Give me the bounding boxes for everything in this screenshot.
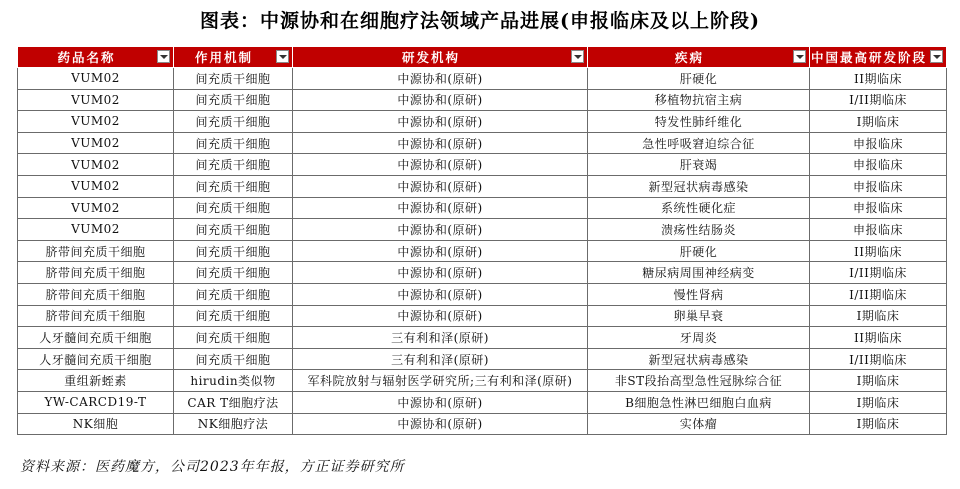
- cell-institution: 军科院放射与辐射医学研究所;三有利和泽(原研): [293, 370, 588, 392]
- cell-disease: 新型冠状病毒感染: [588, 175, 810, 197]
- column-header-label: 研发机构: [401, 50, 460, 65]
- table-row: [18, 154, 947, 176]
- cell-drug-name: VUM02: [18, 154, 174, 176]
- dropdown-filter-icon[interactable]: [793, 50, 806, 63]
- cell-mechanism: 间充质干细胞: [174, 262, 293, 284]
- table-row: [18, 370, 947, 392]
- cell-mechanism: 间充质干细胞: [174, 219, 293, 241]
- cell-stage: I期临床: [810, 370, 947, 392]
- cell-disease: B细胞急性淋巴细胞白血病: [588, 391, 810, 413]
- table-row: [18, 413, 947, 435]
- cell-drug-name: 人牙髓间充质干细胞: [18, 348, 174, 370]
- table-header-row: [18, 47, 947, 68]
- column-header-drug-name[interactable]: [18, 47, 174, 68]
- cell-disease: 溃疡性结肠炎: [588, 219, 810, 241]
- cell-stage: 申报临床: [810, 197, 947, 219]
- cell-mechanism: NK细胞疗法: [174, 413, 293, 435]
- table-row: [18, 391, 947, 413]
- cell-drug-name: VUM02: [18, 197, 174, 219]
- cell-drug-name: 人牙髓间充质干细胞: [18, 327, 174, 349]
- cell-institution: 中源协和(原研): [293, 154, 588, 176]
- cell-institution: 中源协和(原研): [293, 262, 588, 284]
- cell-institution: 中源协和(原研): [293, 68, 588, 90]
- cell-disease: 肝硬化: [588, 68, 810, 90]
- cell-drug-name: 脐带间充质干细胞: [18, 262, 174, 284]
- source-note: 资料来源：医药魔方，公司2023年年报，方正证券研究所: [20, 459, 405, 475]
- cell-disease: 急性呼吸窘迫综合征: [588, 132, 810, 154]
- cell-disease: 新型冠状病毒感染: [588, 348, 810, 370]
- cell-disease: 特发性肺纤维化: [588, 111, 810, 133]
- cell-drug-name: VUM02: [18, 219, 174, 241]
- cell-mechanism: 间充质干细胞: [174, 154, 293, 176]
- cell-institution: 中源协和(原研): [293, 197, 588, 219]
- page-title: 图表：中源协和在细胞疗法领域产品进展(申报临床及以上阶段): [200, 10, 760, 32]
- cell-drug-name: 脐带间充质干细胞: [18, 240, 174, 262]
- cell-drug-name: 脐带间充质干细胞: [18, 283, 174, 305]
- cell-institution: 三有利和泽(原研): [293, 327, 588, 349]
- cell-stage: II期临床: [810, 240, 947, 262]
- cell-stage: I/II期临床: [810, 262, 947, 284]
- cell-disease: 肝衰竭: [588, 154, 810, 176]
- cell-drug-name: 重组新蛭素: [18, 370, 174, 392]
- cell-mechanism: 间充质干细胞: [174, 89, 293, 111]
- column-header-label: 药品名称: [57, 50, 116, 65]
- cell-mechanism: 间充质干细胞: [174, 283, 293, 305]
- cell-drug-name: 脐带间充质干细胞: [18, 305, 174, 327]
- dropdown-filter-icon[interactable]: [157, 50, 170, 63]
- table-row: [18, 327, 947, 349]
- table-row: [18, 68, 947, 90]
- cell-disease: 肝硬化: [588, 240, 810, 262]
- cell-stage: I期临床: [810, 305, 947, 327]
- pipeline-table: [17, 46, 947, 435]
- cell-institution: 中源协和(原研): [293, 175, 588, 197]
- column-header-label: 疾病: [674, 50, 704, 65]
- column-header-label: 中国最高研发阶段: [810, 50, 927, 65]
- cell-drug-name: VUM02: [18, 111, 174, 133]
- cell-mechanism: 间充质干细胞: [174, 132, 293, 154]
- cell-institution: 中源协和(原研): [293, 305, 588, 327]
- table-row: [18, 175, 947, 197]
- cell-disease: 非ST段抬高型急性冠脉综合征: [588, 370, 810, 392]
- column-header-stage[interactable]: [810, 47, 947, 68]
- cell-drug-name: YW-CARCD19-T: [18, 391, 174, 413]
- cell-mechanism: 间充质干细胞: [174, 305, 293, 327]
- table-row: [18, 219, 947, 241]
- cell-disease: 移植物抗宿主病: [588, 89, 810, 111]
- dropdown-filter-icon[interactable]: [930, 50, 943, 63]
- cell-mechanism: 间充质干细胞: [174, 240, 293, 262]
- cell-disease: 糖尿病周围神经病变: [588, 262, 810, 284]
- cell-mechanism: 间充质干细胞: [174, 348, 293, 370]
- cell-stage: 申报临床: [810, 154, 947, 176]
- column-header-label: 作用机制: [194, 50, 253, 65]
- cell-mechanism: 间充质干细胞: [174, 68, 293, 90]
- cell-mechanism: CAR T细胞疗法: [174, 391, 293, 413]
- cell-institution: 中源协和(原研): [293, 413, 588, 435]
- table-row: [18, 132, 947, 154]
- cell-stage: I期临床: [810, 111, 947, 133]
- dropdown-filter-icon[interactable]: [276, 50, 289, 63]
- cell-mechanism: hirudin类似物: [174, 370, 293, 392]
- cell-institution: 中源协和(原研): [293, 283, 588, 305]
- cell-drug-name: NK细胞: [18, 413, 174, 435]
- cell-drug-name: VUM02: [18, 175, 174, 197]
- cell-drug-name: VUM02: [18, 89, 174, 111]
- cell-stage: I期临床: [810, 413, 947, 435]
- column-header-institution[interactable]: [293, 47, 588, 68]
- cell-stage: I期临床: [810, 391, 947, 413]
- table-row: [18, 240, 947, 262]
- cell-stage: I/II期临床: [810, 283, 947, 305]
- cell-institution: 中源协和(原研): [293, 111, 588, 133]
- cell-institution: 中源协和(原研): [293, 219, 588, 241]
- cell-institution: 中源协和(原研): [293, 132, 588, 154]
- cell-institution: 中源协和(原研): [293, 240, 588, 262]
- cell-stage: II期临床: [810, 327, 947, 349]
- column-header-mechanism[interactable]: [174, 47, 293, 68]
- cell-mechanism: 间充质干细胞: [174, 175, 293, 197]
- cell-institution: 三有利和泽(原研): [293, 348, 588, 370]
- cell-stage: 申报临床: [810, 219, 947, 241]
- cell-disease: 慢性肾病: [588, 283, 810, 305]
- cell-stage: I/II期临床: [810, 89, 947, 111]
- table-row: [18, 348, 947, 370]
- cell-stage: 申报临床: [810, 132, 947, 154]
- cell-mechanism: 间充质干细胞: [174, 197, 293, 219]
- cell-institution: 中源协和(原研): [293, 391, 588, 413]
- dropdown-filter-icon[interactable]: [571, 50, 584, 63]
- cell-disease: 系统性硬化症: [588, 197, 810, 219]
- table-row: [18, 283, 947, 305]
- cell-drug-name: VUM02: [18, 68, 174, 90]
- cell-drug-name: VUM02: [18, 132, 174, 154]
- cell-disease: 牙周炎: [588, 327, 810, 349]
- cell-mechanism: 间充质干细胞: [174, 111, 293, 133]
- cell-disease: 卵巢早衰: [588, 305, 810, 327]
- cell-disease: 实体瘤: [588, 413, 810, 435]
- table-row: [18, 305, 947, 327]
- table-row: [18, 262, 947, 284]
- cell-stage: I/II期临床: [810, 348, 947, 370]
- table-row: [18, 111, 947, 133]
- cell-mechanism: 间充质干细胞: [174, 327, 293, 349]
- column-header-disease[interactable]: [588, 47, 810, 68]
- cell-stage: 申报临床: [810, 175, 947, 197]
- cell-stage: II期临床: [810, 68, 947, 90]
- table-row: [18, 89, 947, 111]
- cell-institution: 中源协和(原研): [293, 89, 588, 111]
- table-row: [18, 197, 947, 219]
